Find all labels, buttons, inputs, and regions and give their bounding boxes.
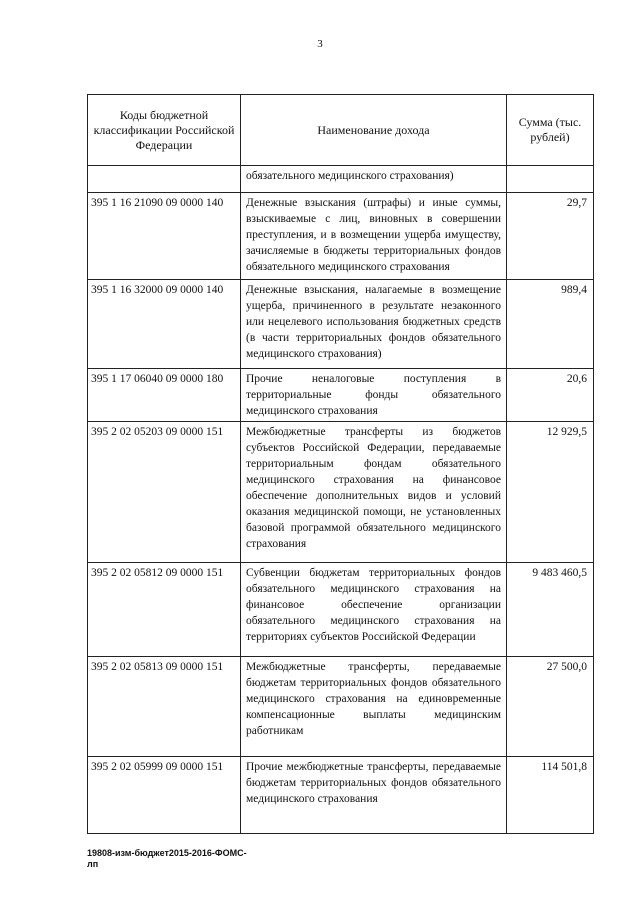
row-name: Прочие неналоговые поступления в территориальные фонды обязательного медицинского страхования <box>241 369 507 422</box>
table-row <box>88 369 594 422</box>
row-name: Межбюджетные трансферты из бюджетов субъектов Российской Федерации, передаваемые территориальным фондам обязательного медицинского страхования на финансовое обеспечение дополнительных видов и условий оказания медицинской помощи, не установленных базовой программой обязательного медицинского страхования <box>241 422 507 563</box>
row-code <box>88 166 241 193</box>
row-name: Прочие межбюджетные трансферты, передаваемые бюджетам территориальных фондов обязательного медицинского страхования <box>241 757 507 834</box>
row-code: 395 2 02 05999 09 0000 151 <box>88 757 241 834</box>
row-code: 395 2 02 05812 09 0000 151 <box>88 563 241 657</box>
row-code: 395 2 02 05813 09 0000 151 <box>88 657 241 757</box>
row-sum: 12 929,5 <box>507 422 594 563</box>
row-code: 395 1 16 32000 09 0000 140 <box>88 280 241 369</box>
document-footer <box>87 848 247 870</box>
row-name: Денежные взыскания, налагаемые в возмещение ущерба, причиненного в результате незаконного или нецелевого использования бюджетных средств (в части территориальных фондов обязательного медицинского страхования) <box>241 280 507 369</box>
header-sum: Сумма (тыс. рублей) <box>507 95 594 166</box>
row-sum: 27 500,0 <box>507 657 594 757</box>
row-sum: 9 483 460,5 <box>507 563 594 657</box>
row-name: Субвенции бюджетам территориальных фондов обязательного медицинского страхования на финансовое обеспечение организации обязательного медицинского страхования на территориях субъектов Российской Федерации <box>241 563 507 657</box>
row-sum: 114 501,8 <box>507 757 594 834</box>
income-table <box>87 94 594 834</box>
row-name: Денежные взыскания (штрафы) и иные суммы, взыскиваемые с лиц, виновных в совершении преступления, и в возмещении ущерба имуществу, зачисляемые в бюджеты территориальных фондов обязательного медицинского страхования <box>241 193 507 280</box>
row-sum: 989,4 <box>507 280 594 369</box>
table-row <box>88 657 594 757</box>
row-name: обязательного медицинского страхования) <box>241 166 507 193</box>
table-row <box>88 563 594 657</box>
footer-line-1: 19808-изм-бюджет2015-2016-ФОМС- <box>87 848 247 858</box>
row-sum: 20,6 <box>507 369 594 422</box>
table-row <box>88 757 594 834</box>
table-row <box>88 166 594 193</box>
table-row <box>88 280 594 369</box>
page-number: 3 <box>317 38 323 50</box>
row-sum <box>507 166 594 193</box>
table-header-row <box>88 95 594 166</box>
header-name: Наименование дохода <box>241 95 507 166</box>
row-name: Межбюджетные трансферты, передаваемые бюджетам территориальных фондов обязательного медицинского страхования на единовременные компенсационные выплаты медицинским работникам <box>241 657 507 757</box>
table-row <box>88 193 594 280</box>
table-row <box>88 422 594 563</box>
row-code: 395 1 17 06040 09 0000 180 <box>88 369 241 422</box>
header-code: Коды бюджетной классификации Российской Федерации <box>88 95 241 166</box>
footer-line-2: лп <box>87 859 99 869</box>
row-sum: 29,7 <box>507 193 594 280</box>
row-code: 395 2 02 05203 09 0000 151 <box>88 422 241 563</box>
row-code: 395 1 16 21090 09 0000 140 <box>88 193 241 280</box>
